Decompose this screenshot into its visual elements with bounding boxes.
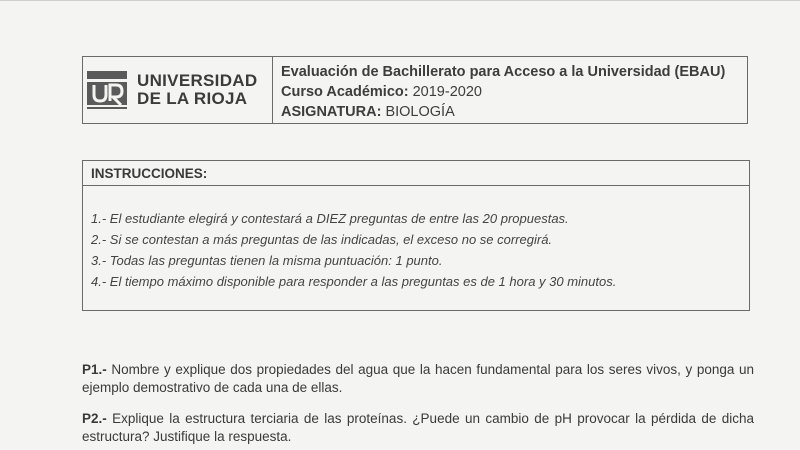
instruction-item: 2.- Si se contestan a más preguntas de las indicadas, el exceso no se corregirá.	[91, 232, 553, 247]
exam-title: Evaluación de Bachillerato para Acceso a la Universidad (EBAU)	[281, 64, 726, 80]
university-name-line2: DE LA RIOJA	[137, 89, 248, 108]
university-name	[137, 72, 257, 108]
subject-line	[281, 102, 725, 122]
subject-value: BIOLOGÍA	[385, 104, 455, 120]
question-text: Explique la estructura terciaria de las proteínas. ¿Puede un cambio de pH provocar la pérdida de dicha estructura? Justifique la respuesta.	[82, 411, 754, 444]
exam-info-cell	[273, 57, 725, 123]
university-name-line1: UNIVERSIDAD	[137, 71, 258, 90]
instructions-list	[83, 186, 749, 292]
university-cell	[83, 57, 273, 123]
instruction-item: 3.- Todas las preguntas tienen la misma puntuación: 1 punto.	[91, 253, 443, 268]
question-p2	[82, 410, 754, 446]
instructions-box	[82, 160, 750, 311]
question-number: P1.-	[82, 362, 107, 377]
question-text: Nombre y explique dos propiedades del agua que la hacen fundamental para los seres vivos, y ponga un ejemplo demostrativo de cada una de ellas.	[82, 362, 754, 395]
course-value: 2019-2020	[412, 84, 482, 100]
question-number: P2.-	[82, 411, 107, 426]
instruction-item: 4.- El tiempo máximo disponible para responder a las preguntas es de 1 hora y 30 minutos.	[91, 274, 617, 289]
subject-label: ASIGNATURA:	[281, 104, 382, 120]
instructions-heading: INSTRUCCIONES:	[83, 161, 749, 186]
exam-header	[82, 56, 748, 124]
page-top-edge	[0, 0, 800, 1]
university-logo-icon	[87, 71, 127, 109]
instruction-item: 1.- El estudiante elegirá y contestará a DIEZ preguntas de entre las 20 propuestas.	[91, 211, 569, 226]
course-line	[281, 82, 725, 102]
question-p1	[82, 361, 754, 397]
course-label: Curso Académico:	[281, 84, 409, 100]
